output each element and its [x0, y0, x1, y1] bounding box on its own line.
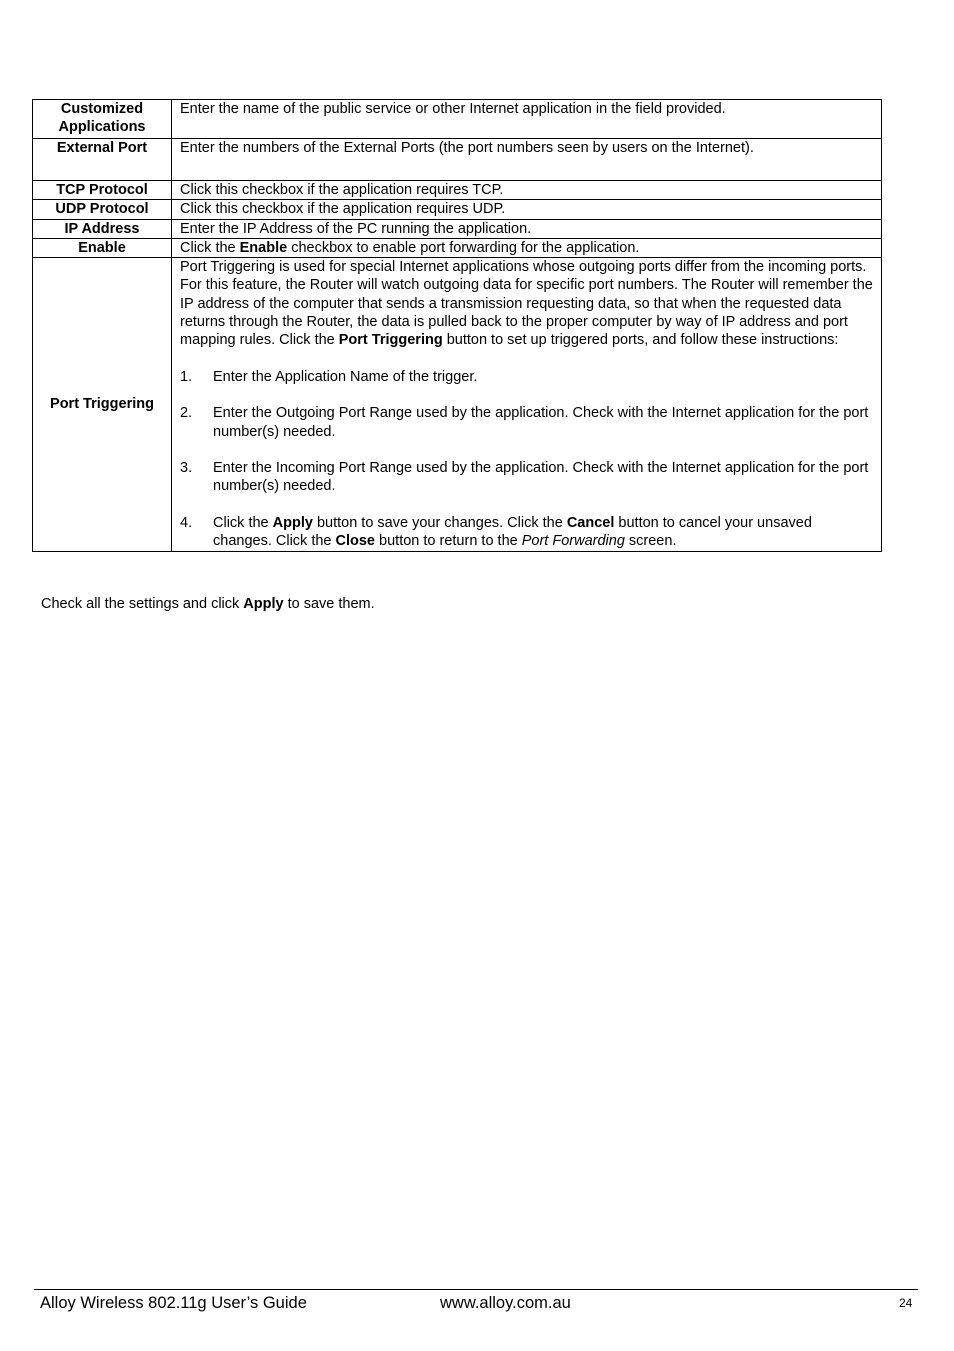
text-segment: to save them.: [283, 596, 375, 612]
text-segment: button to save your changes. Click the: [312, 515, 567, 532]
bold-term: Apply: [272, 515, 313, 532]
step-number: 2.: [180, 405, 193, 422]
row-label: IP Address: [33, 219, 172, 238]
bold-term: Apply: [243, 596, 284, 612]
footer-website: www.alloy.com.au: [440, 1294, 571, 1312]
row-description: [172, 238, 882, 257]
row-description: Enter the IP Address of the PC running the application.: [172, 219, 882, 238]
footer-divider: [34, 1289, 918, 1290]
row-description: Click this checkbox if the application requires TCP.: [172, 181, 882, 200]
list-item: [180, 404, 873, 441]
text-segment: Port Triggering is used for special Internet applications whose outgoing ports differ from the incoming ports. For this feature, the Router will watch outgoing data for specific port numbers. The Router will remember the IP address of the computer that sends a transmission requesting data, so that when the requested data returns through the Router, the data is pulled back to the proper computer by way of IP address and port mapping rules. Click the: [180, 259, 873, 349]
text-segment: Click the: [213, 515, 273, 532]
footer-guide-title: Alloy Wireless 802.11g User’s Guide: [40, 1294, 307, 1312]
row-description: Click this checkbox if the application requires UDP.: [172, 200, 882, 219]
text-segment: button to cancel your unsaved changes. Click the: [213, 515, 812, 550]
row-label: TCP Protocol: [33, 181, 172, 200]
table-row: [33, 181, 882, 200]
row-description: Enter the name of the public service or other Internet application in the field provided.: [172, 100, 882, 139]
row-label: Customized Applications: [33, 100, 172, 139]
step-list: [180, 368, 873, 551]
table-row: [33, 200, 882, 219]
text-segment: button to return to the: [375, 533, 522, 550]
table-row: [33, 100, 882, 139]
row-label: External Port: [33, 139, 172, 181]
row-label: Enable: [33, 238, 172, 257]
text-segment: Check all the settings and click: [41, 596, 244, 612]
table-row: [33, 139, 882, 181]
list-item: [180, 368, 873, 386]
list-item: [180, 514, 873, 551]
step-text: Enter the Outgoing Port Range used by the application. Check with the Internet application for the port number(s) needed.: [213, 405, 869, 440]
bold-term: Port Triggering: [338, 332, 443, 349]
row-description: Enter the numbers of the External Ports (the port numbers seen by users on the Internet).: [172, 139, 882, 181]
text-segment: checkbox to enable port forwarding for the application.: [287, 239, 640, 256]
row-label: UDP Protocol: [33, 200, 172, 219]
settings-table: [32, 99, 882, 552]
table-row: [33, 258, 882, 551]
step-number: 1.: [180, 368, 193, 385]
step-text: Enter the Incoming Port Range used by the application. Check with the Internet application for the port number(s) needed.: [213, 460, 869, 495]
step-number: 4.: [180, 515, 193, 532]
bold-term: Cancel: [566, 515, 615, 532]
text-segment: screen.: [624, 533, 677, 550]
step-number: 3.: [180, 460, 193, 477]
page-number: 24: [899, 1296, 913, 1310]
step-text: Enter the Application Name of the trigger.: [213, 368, 478, 385]
table-row: [33, 238, 882, 257]
text-segment: button to set up triggered ports, and follow these instructions:: [442, 332, 839, 349]
step-text: [209, 514, 873, 551]
text-segment: Click the: [180, 239, 240, 256]
closing-instruction: [41, 595, 375, 613]
table-row: [33, 219, 882, 238]
italic-term: Port Forwarding: [521, 533, 625, 550]
bold-term: Close: [335, 533, 376, 550]
bold-term: Enable: [239, 239, 288, 256]
row-label: Port Triggering: [33, 258, 172, 551]
row-description: [172, 258, 882, 551]
intro-paragraph: [180, 258, 873, 349]
list-item: [180, 459, 873, 496]
